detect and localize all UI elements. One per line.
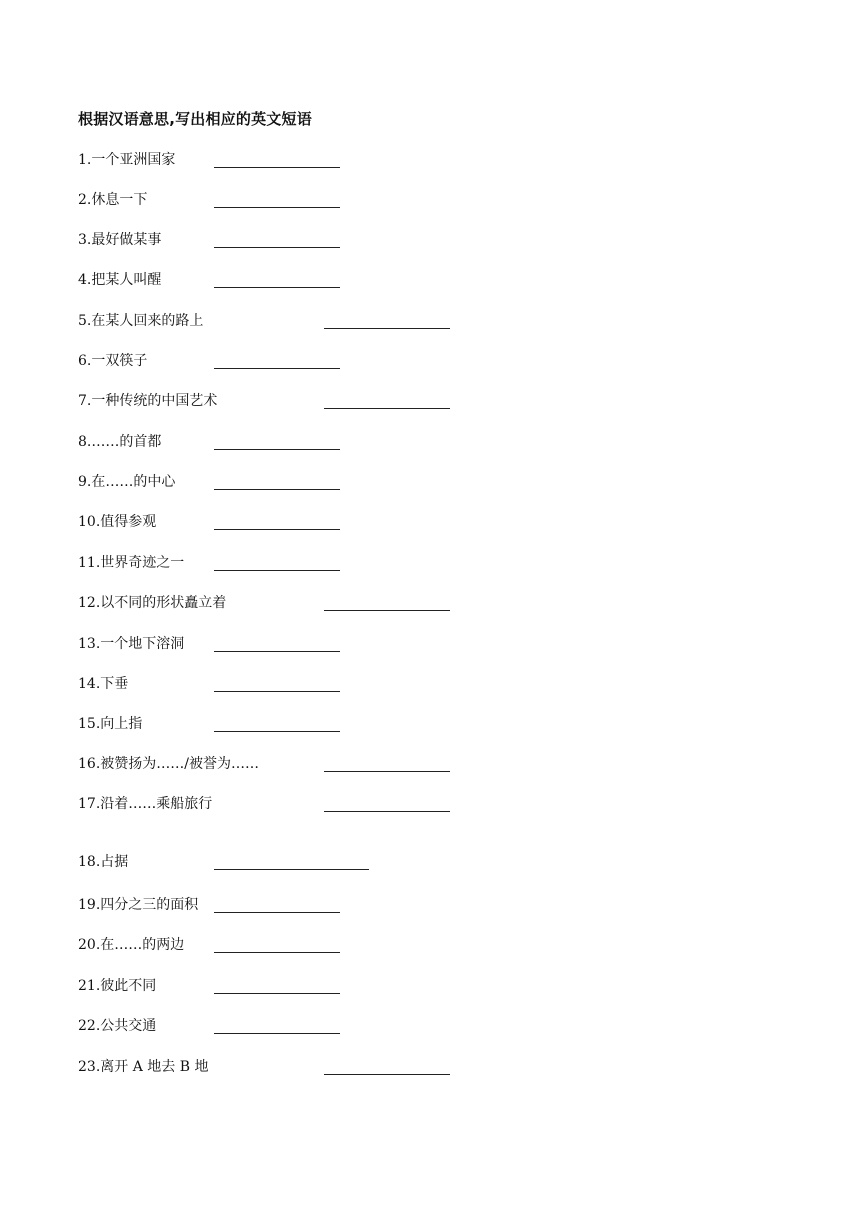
list-item <box>78 1016 538 1038</box>
answer-blank[interactable] <box>214 449 340 450</box>
list-item <box>78 593 538 615</box>
answer-blank[interactable] <box>324 408 450 409</box>
item-label: 10.值得参观 <box>78 514 157 530</box>
item-label: 2.休息一下 <box>78 192 148 208</box>
item-label: 23.离开 A 地去 B 地 <box>78 1059 209 1075</box>
item-label: 11.世界奇迹之一 <box>78 555 185 571</box>
item-label: 6.一双筷子 <box>78 353 148 369</box>
answer-blank[interactable] <box>214 570 340 571</box>
list-item <box>78 311 538 333</box>
answer-blank[interactable] <box>214 368 340 369</box>
list-item <box>78 714 538 736</box>
item-label: 9.在……的中心 <box>78 474 176 490</box>
answer-blank[interactable] <box>214 287 340 288</box>
list-item <box>78 270 538 292</box>
answer-blank[interactable] <box>214 1033 340 1034</box>
item-label: 22.公共交通 <box>78 1018 157 1034</box>
answer-blank[interactable] <box>324 610 450 611</box>
item-label: 18.占据 <box>78 854 129 870</box>
list-item <box>78 512 538 534</box>
list-item <box>78 553 538 575</box>
answer-blank[interactable] <box>324 771 450 772</box>
answer-blank[interactable] <box>214 731 340 732</box>
list-item <box>78 472 538 494</box>
list-item <box>78 150 538 172</box>
item-label: 16.被赞扬为……/被誉为…… <box>78 756 259 772</box>
item-label: 12.以不同的形状矗立着 <box>78 595 227 611</box>
answer-blank[interactable] <box>214 869 369 870</box>
answer-blank[interactable] <box>214 207 340 208</box>
answer-blank[interactable] <box>214 993 340 994</box>
answer-blank[interactable] <box>214 651 340 652</box>
item-label: 21.彼此不同 <box>78 978 157 994</box>
answer-blank[interactable] <box>324 328 450 329</box>
item-label: 1.一个亚洲国家 <box>78 152 176 168</box>
item-label: 7.一种传统的中国艺术 <box>78 393 218 409</box>
item-label: 19.四分之三的面积 <box>78 897 199 913</box>
item-label: 8.……的首都 <box>78 434 162 450</box>
list-item <box>78 754 538 776</box>
item-label: 4.把某人叫醒 <box>78 272 162 288</box>
list-item <box>78 976 538 998</box>
list-item <box>78 935 538 957</box>
item-label: 5.在某人回来的路上 <box>78 313 204 329</box>
item-label: 17.沿着……乘船旅行 <box>78 796 213 812</box>
list-item <box>78 1057 538 1079</box>
answer-blank[interactable] <box>214 489 340 490</box>
answer-blank[interactable] <box>214 952 340 953</box>
list-item <box>78 230 538 252</box>
answer-blank[interactable] <box>214 912 340 913</box>
list-item <box>78 432 538 454</box>
item-label: 14.下垂 <box>78 676 129 692</box>
answer-blank[interactable] <box>324 1074 450 1075</box>
answer-blank[interactable] <box>324 811 450 812</box>
answer-blank[interactable] <box>214 691 340 692</box>
list-item <box>78 351 538 373</box>
list-item <box>78 852 538 874</box>
worksheet-title: 根据汉语意思,写出相应的英文短语 <box>78 110 312 128</box>
list-item <box>78 895 538 917</box>
item-label: 20.在……的两边 <box>78 937 185 953</box>
list-item <box>78 674 538 696</box>
list-item <box>78 391 538 413</box>
item-label: 15.向上指 <box>78 716 143 732</box>
item-label: 3.最好做某事 <box>78 232 162 248</box>
list-item <box>78 634 538 656</box>
list-item <box>78 794 538 816</box>
list-item <box>78 190 538 212</box>
answer-blank[interactable] <box>214 167 340 168</box>
item-label: 13.一个地下溶洞 <box>78 636 185 652</box>
answer-blank[interactable] <box>214 247 340 248</box>
answer-blank[interactable] <box>214 529 340 530</box>
